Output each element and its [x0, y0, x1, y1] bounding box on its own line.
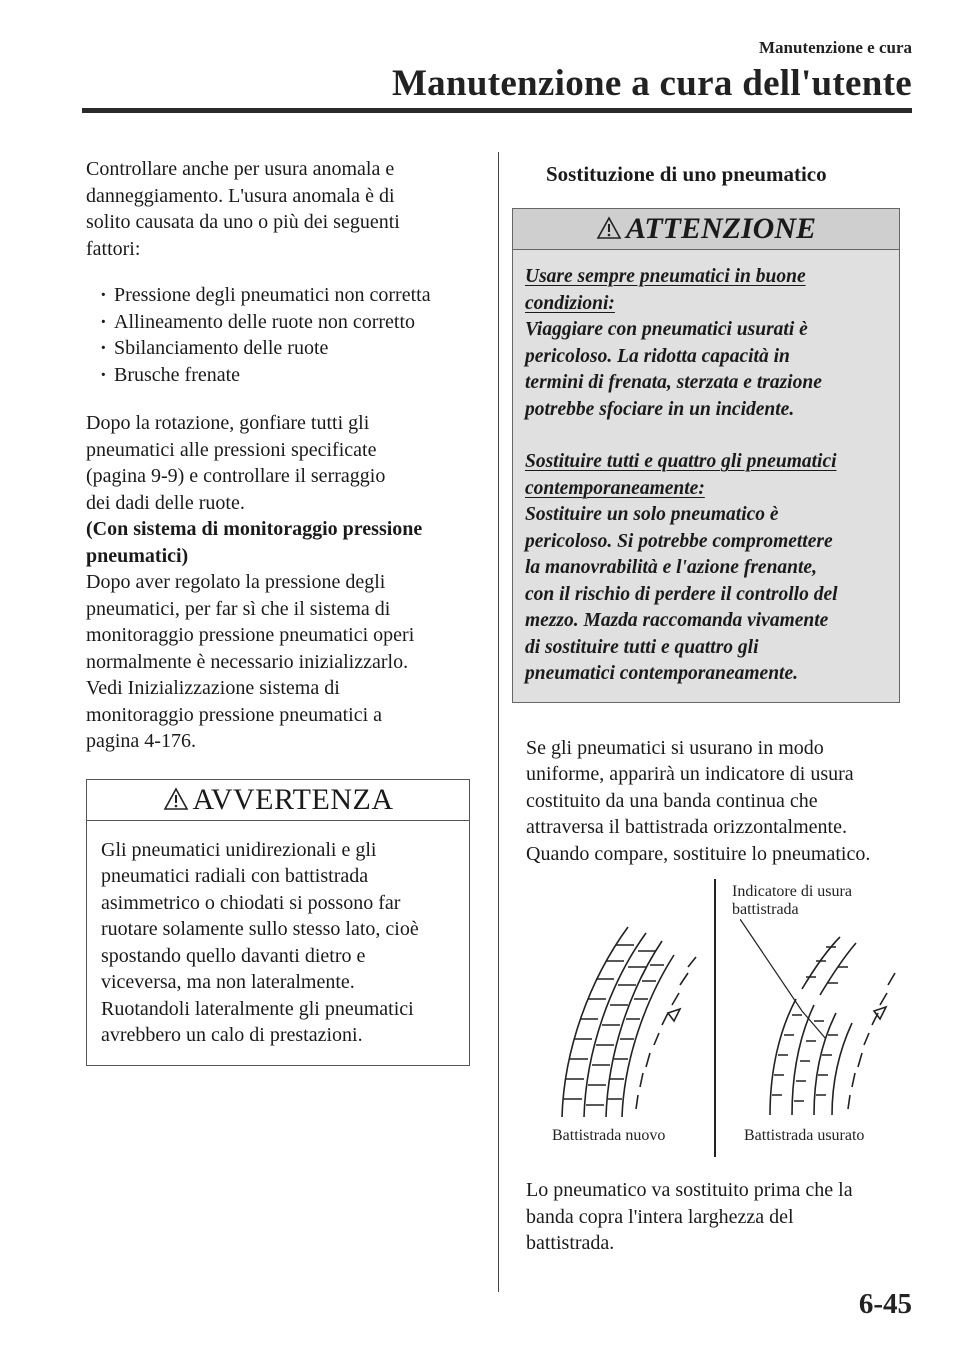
tpms-heading: (Con sistema di monitoraggio pressione pneumatici): [86, 518, 423, 567]
worn-tread-label: Battistrada usurato: [744, 1127, 865, 1144]
caution-box: [512, 208, 900, 703]
page-title: Manutenzione a cura dell'utente: [391, 63, 912, 104]
closing-paragraph: Lo pneumatico va sostituito prima che la banda copra l'intera larghezza del battistrada.: [526, 1179, 853, 1254]
left-column: [86, 156, 476, 1066]
new-tread-illustration: [550, 919, 700, 1119]
list-item: · Sbilanciamento delle ruote: [100, 335, 476, 362]
tread-wear-figure: [526, 879, 918, 1169]
list-item: · Brusche frenate: [100, 362, 476, 389]
caution-body: Usare sempre pneumatici in buone condizioni: Viaggiare con pneumatici usurati è pericoloso. La ridotta capacità in termini di frenata, sterzata e trazione potrebbe sfociare in un incidente. Sostituire tutti e quattro gli pneumatici contemporaneamente: Sostituire un solo pneumatico è pericoloso. Si potrebbe compromettere la manovrabilità e l'azione frenante, con il rischio di perdere il controllo del mezzo. Mazda raccomanda vivamente di sostituire tutti e quattro gli pneumatici contemporaneamente.: [525, 266, 838, 684]
indicator-label: Indicatore di usura battistrada: [732, 883, 852, 918]
intro-paragraph: Controllare anche per usura anomala e danneggiamento. L'usura anomala è di solito causata da uno o più dei seguenti fattori:: [86, 158, 400, 260]
list-item: · Allineamento delle ruote non corretto: [100, 309, 476, 336]
rotation-paragraph: Dopo la rotazione, gonfiare tutti gli pneumatici alle pressioni specificate (pagina 9-9) e controllare il serraggio dei dadi delle ruote.: [86, 412, 386, 514]
section-title: Sostituzione di uno pneumatico: [546, 162, 827, 186]
worn-tread-illustration: [740, 919, 900, 1119]
figure-divider: [714, 879, 716, 1157]
header-section-label: Manutenzione e cura: [759, 38, 912, 57]
new-tread-label: Battistrada nuovo: [552, 1127, 666, 1144]
column-divider: [498, 152, 499, 1292]
wear-paragraph: Se gli pneumatici si usurano in modo uniforme, apparirà un indicatore di usura costituito da una banda continua che attraversa il battistrada orizzontalmente. Quando compare, sostituire lo pneumatico.: [526, 736, 871, 865]
caution-title: ATTENZIONE: [625, 212, 817, 245]
warning-title: AVVERTENZA: [192, 782, 394, 816]
warning-box: [86, 779, 470, 1066]
warning-header: [87, 780, 469, 821]
right-column: [526, 160, 918, 1257]
warning-body: Gli pneumatici unidirezionali e gli pneumatici radiali con battistrada asimmetrico o chiodati si possono far ruotare solamente sullo stesso lato, cioè spostando quello davanti dietro e viceversa, ma non lateralmente. Ruotandoli lateralmente gli pneumatici avrebbero un calo di prestazioni.: [101, 838, 419, 1046]
list-item: · Pressione degli pneumatici non corretta: [100, 282, 476, 309]
header-rule: [82, 108, 912, 113]
page-number: 6-45: [858, 1288, 912, 1320]
cause-list: [86, 282, 476, 388]
warning-triangle-icon: [596, 216, 622, 240]
caution-header: [513, 209, 899, 250]
tpms-paragraph: Dopo aver regolato la pressione degli pneumatici, per far sì che il sistema di monitoraggio pressione pneumatici operi normalmente è necessario inizializzarlo. Vedi Inizializzazione sistema di monitoraggio pressione pneumatici a pagina 4-176.: [86, 571, 415, 752]
warning-triangle-icon: [163, 787, 189, 811]
